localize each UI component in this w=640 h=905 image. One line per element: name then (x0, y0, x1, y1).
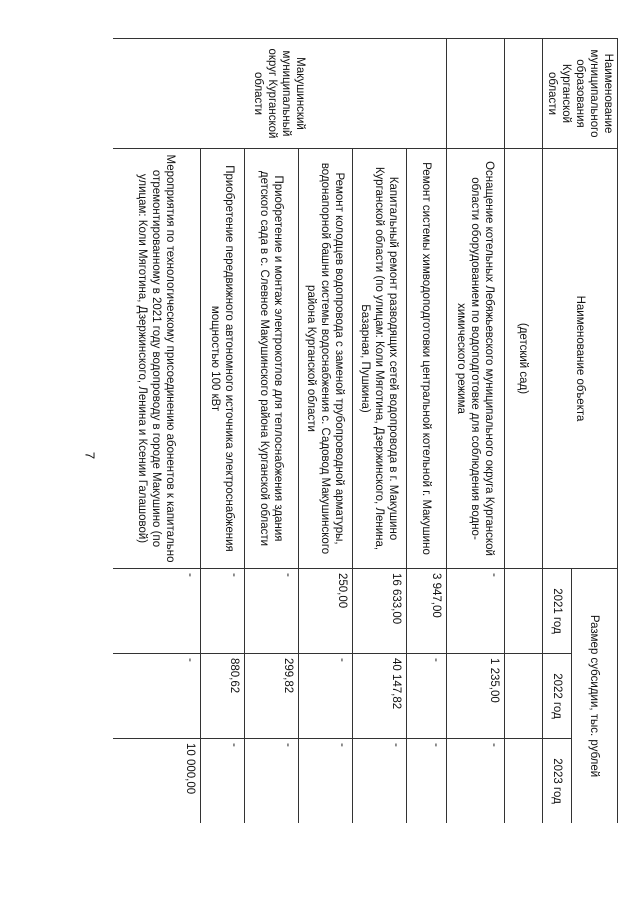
header-year-2023: 2023 год (543, 739, 572, 824)
row-value-2021: - (245, 569, 299, 654)
subsidy-table-container (113, 38, 618, 823)
empty-cell (505, 654, 543, 739)
row-object: Оснащение котельных Лебяжьевского муниципального округа Курганской области оборудованием по водоподготовке для соблюдения водно-химического режима (447, 149, 505, 569)
row-value-2021: - (113, 569, 201, 654)
table-row (299, 39, 353, 824)
row-object: Мероприятия по технологическому присоединению абонентов к капитально отремонтированному в 2021 году водопроводу в городе Макушино (по улицам: Коли Мяготина, Дзержинского, Ленина и Ксении Галашовой) (113, 149, 201, 569)
row-value-2023: - (245, 739, 299, 824)
header-municipality: Наименование муниципального образования Курганской области (543, 39, 618, 149)
row-value-2022: 299,82 (245, 654, 299, 739)
municipality-name: Макушинский муниципальный округ Курганской области (113, 39, 447, 149)
table-row (113, 39, 201, 824)
row-value-2021: - (201, 569, 245, 654)
table-row (447, 39, 505, 824)
page-number: 7 (82, 451, 98, 460)
row-value-2023: - (447, 739, 505, 824)
header-row-1 (571, 39, 617, 824)
row-value-2021: 16 633,00 (353, 569, 407, 654)
table-row (201, 39, 245, 824)
subsidy-table (113, 38, 618, 823)
row-value-2023: - (201, 739, 245, 824)
row-object: Капитальный ремонт разводящих сетей водопровода в г. Макушино Курганской области (по улицам: Коли Мяготина, Дзержинского, Ленина, Базарная, Пушкина) (353, 149, 407, 569)
table-row (353, 39, 407, 824)
table-row (245, 39, 299, 824)
row-value-2022: - (113, 654, 201, 739)
row-value-2022: 40 147,82 (353, 654, 407, 739)
header-object: Наименование объекта (543, 149, 618, 569)
row-object: Ремонт колодцев водопровода с заменой трубопроводной арматуры, водонапорной башни системы водоснабжения с. Садовод Макушинского района Курганской области (299, 149, 353, 569)
row-value-2023: - (353, 739, 407, 824)
row-value-2022: - (299, 654, 353, 739)
row-value-2021: 250,00 (299, 569, 353, 654)
header-year-2022: 2022 год (543, 654, 572, 739)
row-object: Ремонт системы химводоподготовки центральной котельной г. Макушино (407, 149, 447, 569)
empty-cell (447, 39, 505, 149)
row-object: (детский сад) (505, 149, 543, 569)
header-subsidy: Размер субсидии, тыс. рублей (571, 569, 617, 824)
row-value-2023: - (299, 739, 353, 824)
row-value-2021: - (447, 569, 505, 654)
empty-cell (505, 569, 543, 654)
row-object: Приобретение передвижного автономного источника электроснабжения мощностью 100 кВт (201, 149, 245, 569)
row-value-2023: - (407, 739, 447, 824)
empty-cell (505, 39, 543, 149)
row-value-2022: - (407, 654, 447, 739)
row-value-2022: 880,62 (201, 654, 245, 739)
table-row (407, 39, 447, 824)
empty-cell (505, 739, 543, 824)
row-value-2022: 1 235,00 (447, 654, 505, 739)
table-wrapper (113, 38, 618, 823)
header-year-2021: 2021 год (543, 569, 572, 654)
row-value-2021: 3 947,00 (407, 569, 447, 654)
row-value-2023: 10 000,00 (113, 739, 201, 824)
row-object: Приобретение и монтаж электрокотлов для теплоснабжения здания детского сада в с. Слевное Макушинского района Курганской области (245, 149, 299, 569)
table-row (505, 39, 543, 824)
